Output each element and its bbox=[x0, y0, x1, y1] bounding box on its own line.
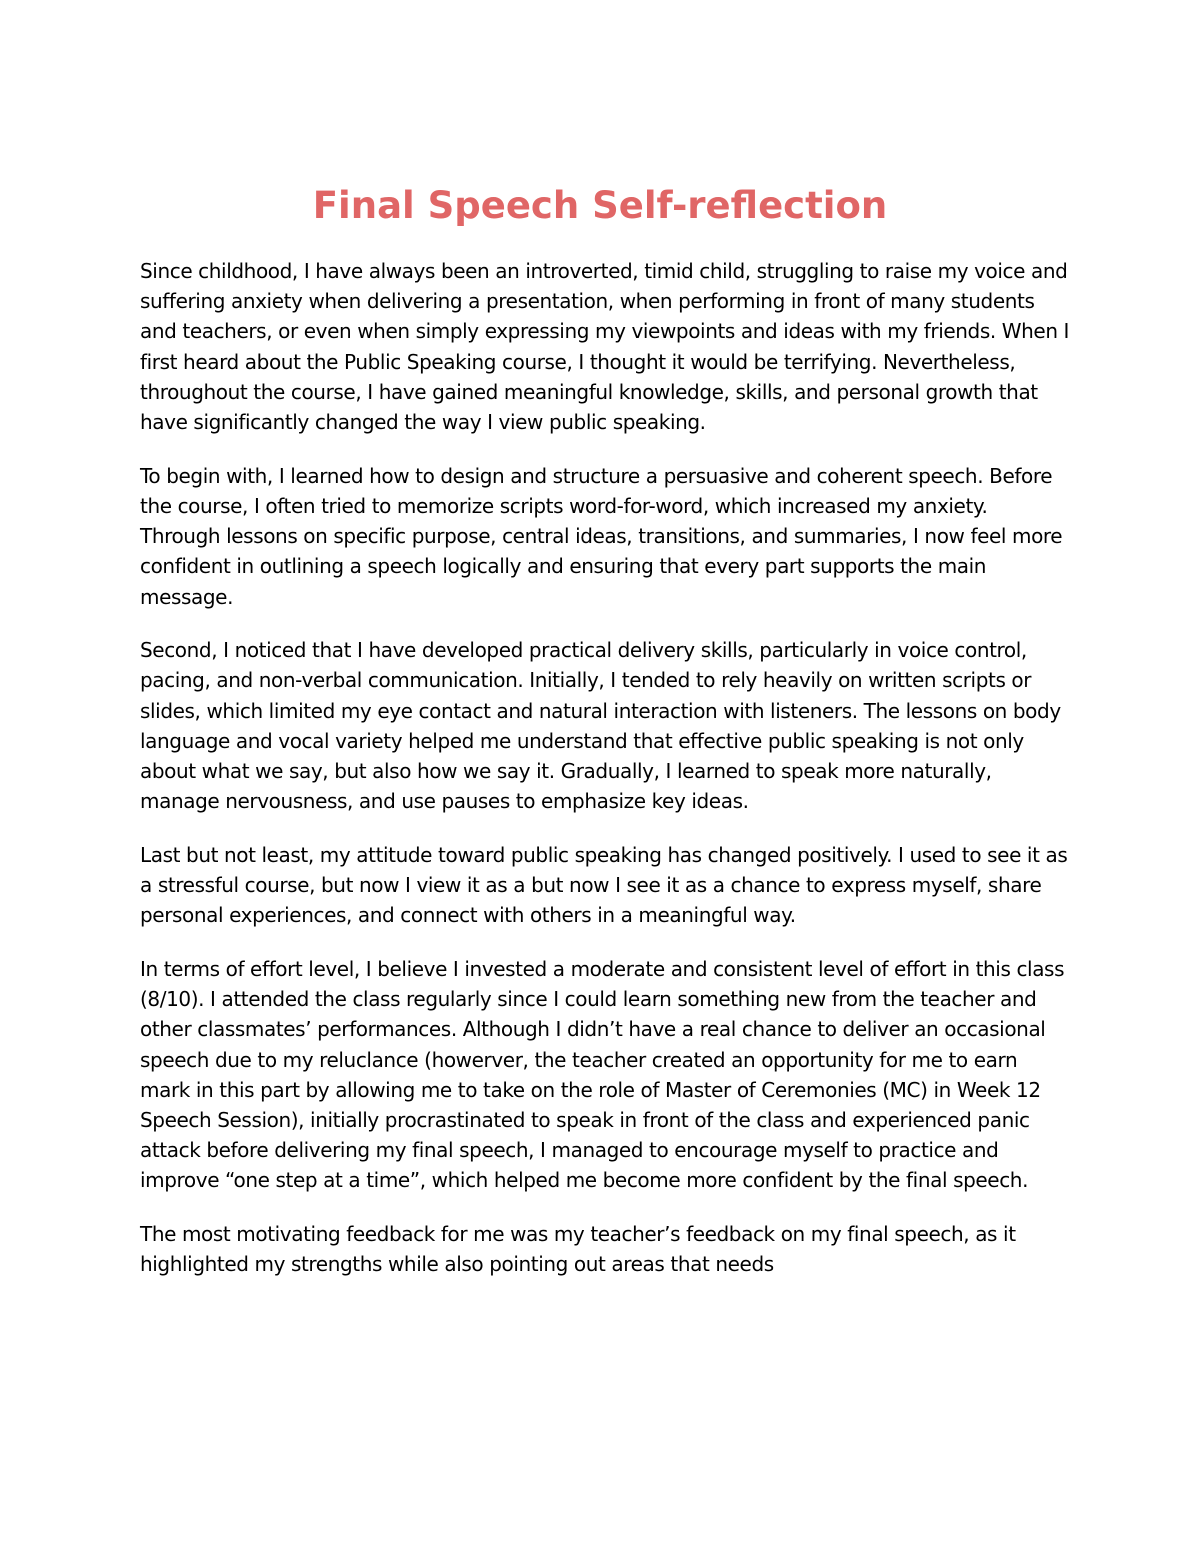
paragraph-speech-structure: To begin with, I learned how to design and structure a persuasive and coherent speech. Before the course, I often tried to memorize scripts word-for-word, which increased my anxiety. Through lessons on specific purpose, central ideas, transitions, and summaries, I now feel more confident in outlining a speech logically and ensuring that every part supports the main message. bbox=[140, 463, 1063, 609]
page-title: Final Speech Self-reflection bbox=[312, 184, 888, 227]
paragraph-childhood: Since childhood, I have always been an introverted, timid child, struggling to raise my voice and suffering anxiety when delivering a presentation, when performing in front of many students and teachers, or even when simply expressing my viewpoints and ideas with my friends. When I first heard about the Public Speaking course, I thought it would be terrifying. Nevertheless, throughout the course, I have gained meaningful knowledge, skills, and personal growth that have significantly changed the way I view public speaking. bbox=[140, 259, 1070, 435]
paragraph-effort-level: In terms of effort level, I believe I invested a moderate and consistent level of effort in this class (8/10). I attended the class regularly since I could learn something new from the teacher and other classmates’ performances. Although I didn’t have a real chance to deliver an occasional speech due to my reluclance (howerver, the teacher created an opportunity for me to earn mark in this part by allowing me to take on the role of Master of Ceremonies (MC) in Week 12 Speech Session), initially procrastinated to speak in front of the class and experienced panic attack before delivering my final speech, I managed to encourage myself to practice and improve “one step at a time”, which helped me become more confident by the final speech. bbox=[140, 957, 1065, 1193]
paragraph-delivery-skills: Second, I noticed that I have developed practical delivery skills, particularly in voice control, pacing, and non-verbal communication. Initially, I tended to rely heavily on written scripts or slides, which limited my eye contact and natural interaction with listeners. The lessons on body language and vocal variety helped me understand that effective public speaking is not only about what we say, but also how we say it. Gradually, I learned to speak more naturally, manage nervousness, and use pauses to emphasize key ideas. bbox=[140, 638, 1061, 814]
document-body bbox=[140, 256, 1070, 1303]
paragraph-attitude: Last but not least, my attitude toward public speaking has changed positively. I used to see it as a stressful course, but now I view it as a but now I see it as a chance to express myself, share personal experiences, and connect with others in a meaningful way. bbox=[140, 842, 1068, 928]
paragraph-feedback: The most motivating feedback for me was my teacher’s feedback on my final speech, as it highlighted my strengths while also pointing out areas that needs bbox=[140, 1222, 1016, 1277]
